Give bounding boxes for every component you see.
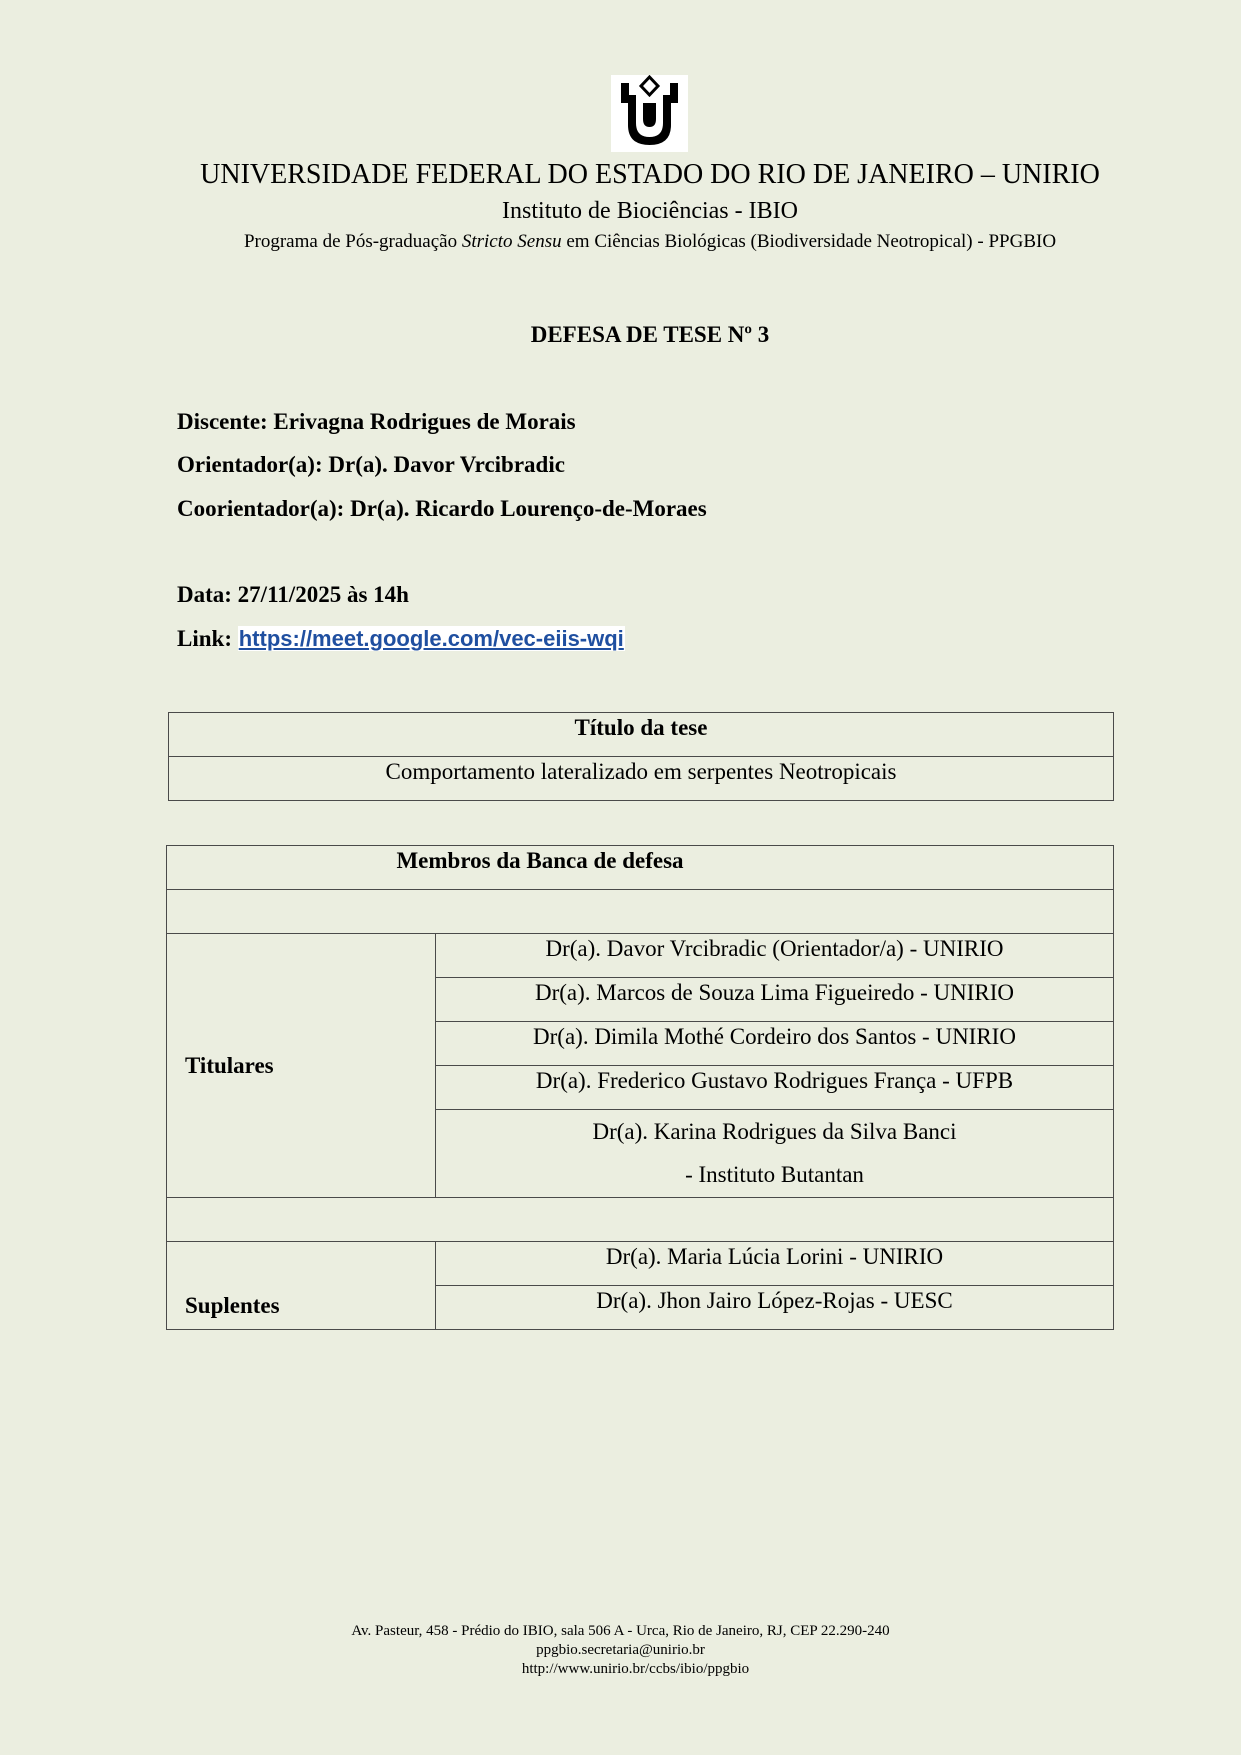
document-title: DEFESA DE TESE Nº 3 [530, 322, 770, 347]
university-name: UNIVERSIDADE FEDERAL DO ESTADO DO RIO DE JANEIRO – UNIRIO [200, 159, 1100, 190]
link-label: Link: [177, 626, 238, 651]
empty-row [167, 890, 1114, 934]
program-suffix: em Ciências Biológicas (Biodiversidade Neotropical) - PPGBIO [561, 231, 1057, 252]
titulares-label: Titulares [167, 934, 436, 1198]
thesis-title-table [168, 712, 1114, 801]
institute-name: Instituto de Biociências - IBIO [502, 198, 798, 224]
empty-row [167, 1198, 1114, 1242]
footer-website: http://www.unirio.br/ccbs/ibio/ppgbio [521, 1661, 750, 1677]
coorientador-line: Coorientador(a): Dr(a). Ricardo Lourenço-de-Moraes [177, 496, 707, 521]
titular-member: Dr(a). Marcos de Souza Lima Figueiredo - UNIRIO [436, 978, 1114, 1022]
suplentes-label: Suplentes [167, 1242, 436, 1330]
thesis-title-value: Comportamento lateralizado em serpentes Neotropicais [169, 757, 1114, 801]
footer-address: Av. Pasteur, 458 - Prédio do IBIO, sala 506 A - Urca, Rio de Janeiro, RJ, CEP 22.290-240 [351, 1623, 890, 1639]
footer-email: ppgbio.secretaria@unirio.br [536, 1642, 705, 1658]
program-italic: Stricto Sensu [461, 231, 562, 252]
titular-member: Dr(a). Frederico Gustavo Rodrigues França - UFPB [436, 1066, 1114, 1110]
date-line: Data: 27/11/2025 às 14h [177, 582, 409, 607]
meeting-link[interactable]: https://meet.google.com/vec-eiis-wqi [238, 626, 624, 651]
titular-member: Dr(a). Karina Rodrigues da Silva Banci - Instituto Butantan [436, 1110, 1114, 1198]
committee-table-header: Membros da Banca de defesa [167, 846, 1114, 890]
link-line [177, 626, 625, 652]
discente-line: Discente: Erivagna Rodrigues de Morais [177, 409, 576, 434]
suplente-member: Dr(a). Jhon Jairo López-Rojas - UESC [436, 1286, 1114, 1330]
titular-member: Dr(a). Davor Vrcibradic (Orientador/a) - UNIRIO [436, 934, 1114, 978]
titular-member: Dr(a). Dimila Mothé Cordeiro dos Santos - UNIRIO [436, 1022, 1114, 1066]
orientador-line: Orientador(a): Dr(a). Davor Vrcibradic [177, 452, 565, 477]
footer [0, 1622, 1241, 1679]
committee-table [166, 845, 1114, 1330]
unirio-logo-icon [611, 75, 688, 152]
program-prefix: Programa de Pós-graduação [243, 231, 462, 252]
suplente-member: Dr(a). Maria Lúcia Lorini - UNIRIO [436, 1242, 1114, 1286]
program-name [0, 231, 1241, 253]
thesis-table-header: Título da tese [169, 713, 1114, 757]
